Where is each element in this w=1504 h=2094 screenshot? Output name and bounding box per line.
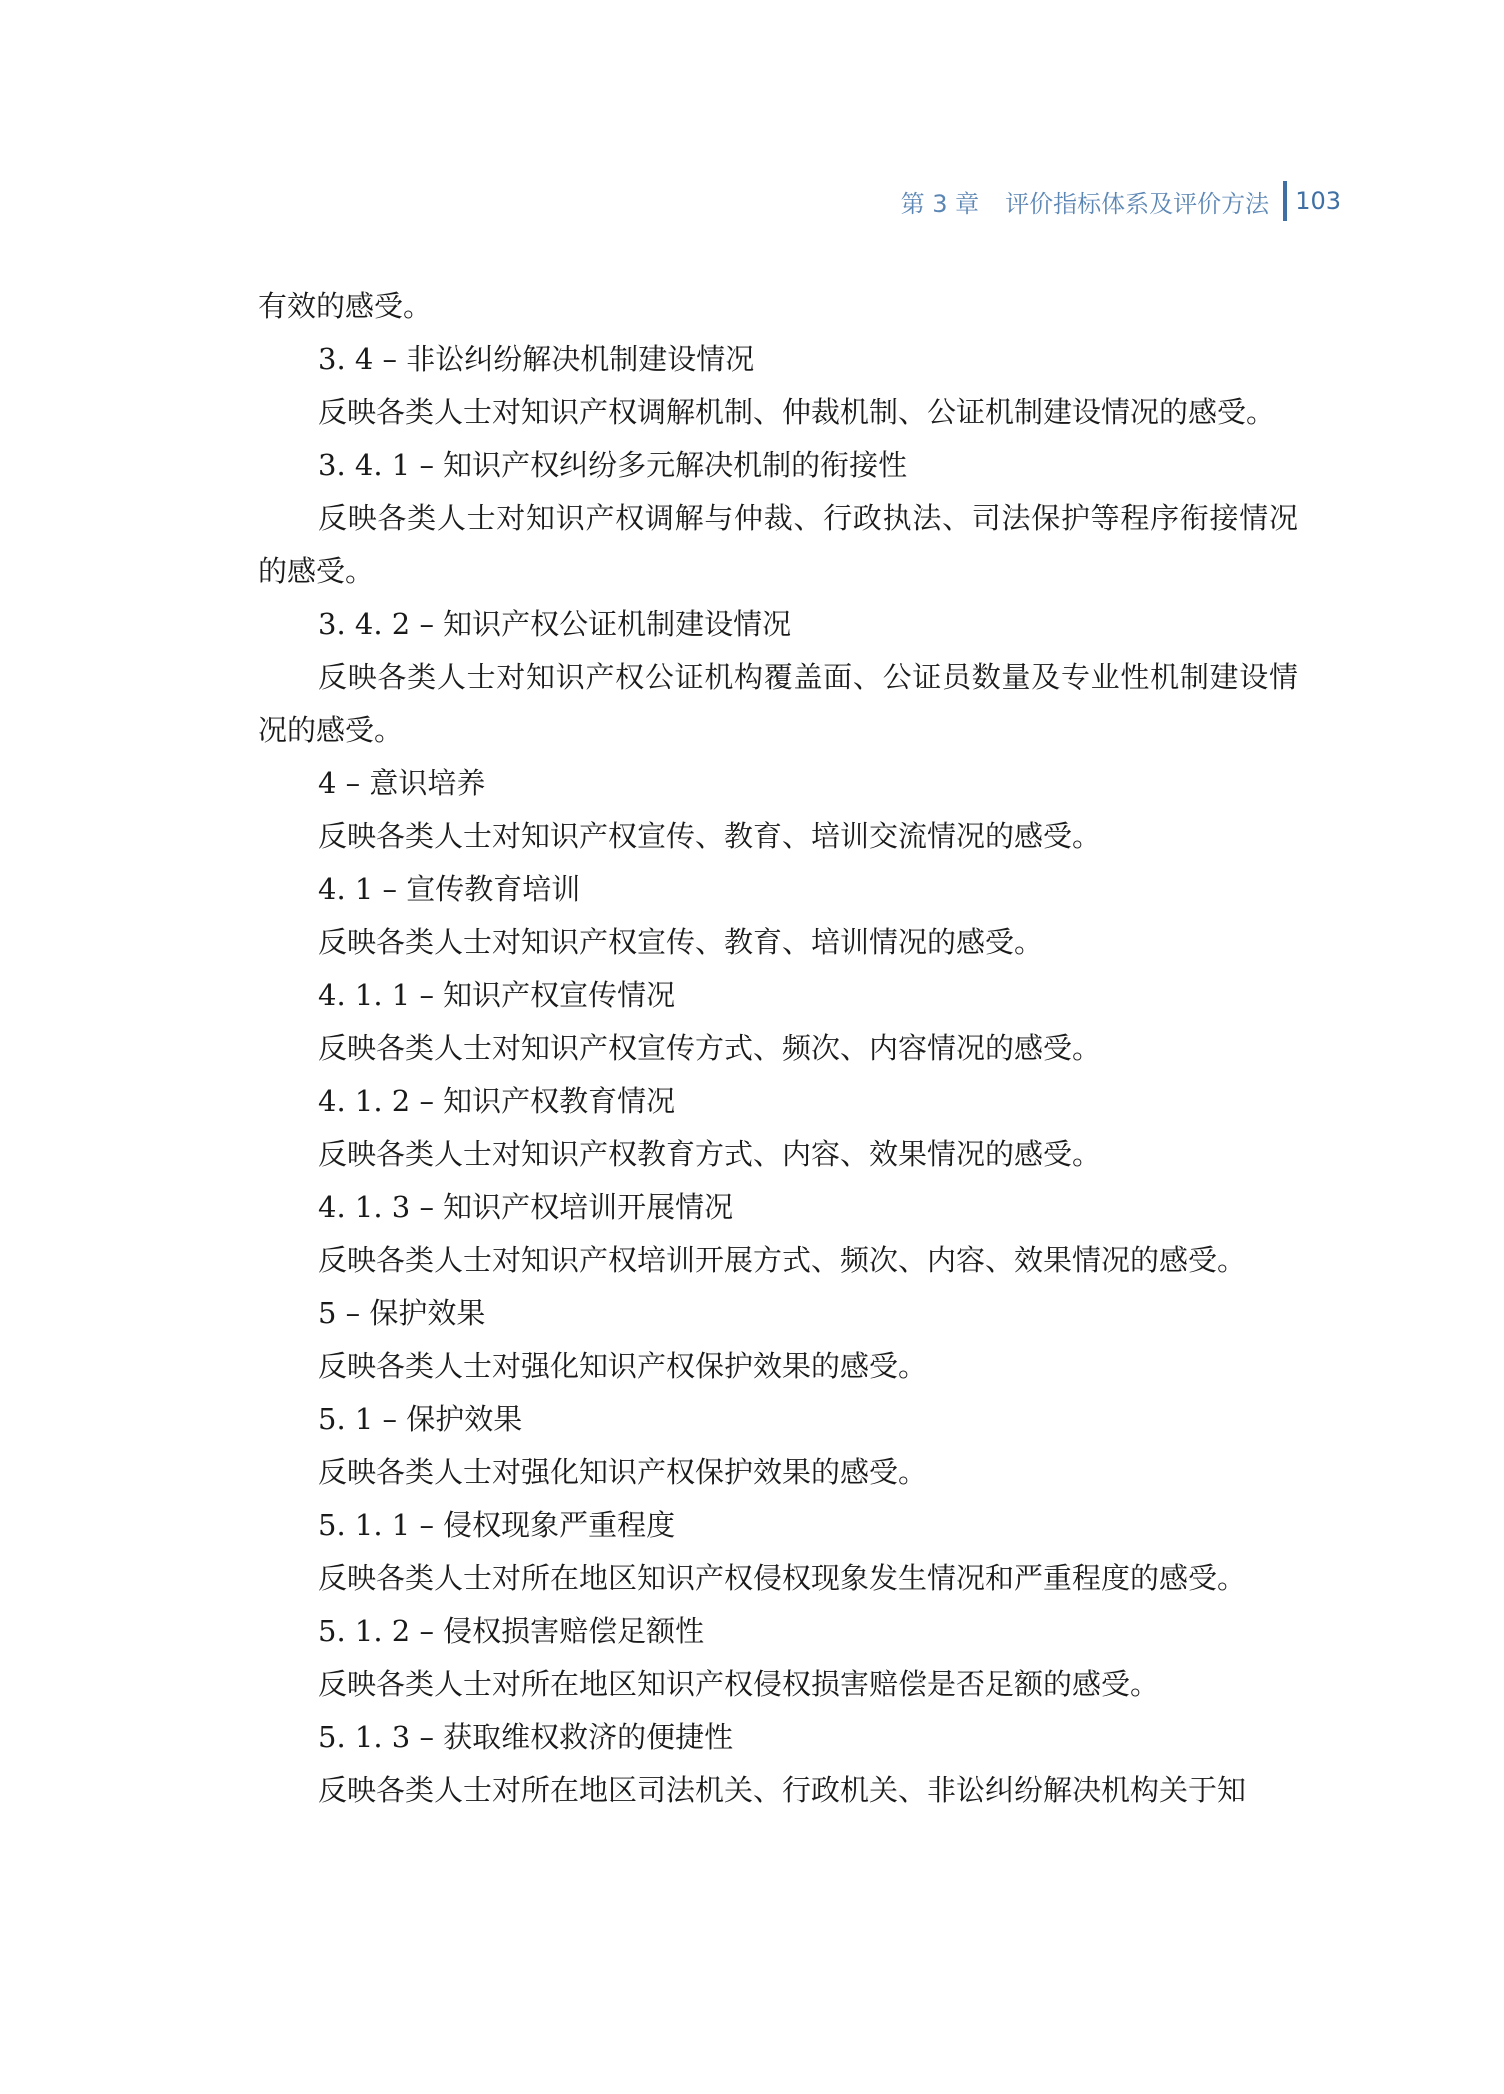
section-heading: 4. 1. 2 – 知识产权教育情况 [318,1084,676,1118]
paragraph: 反映各类人士对所在地区知识产权侵权损害赔偿是否足额的感受。 [318,1667,1160,1701]
section-heading: 5. 1. 3 – 获取维权救济的便捷性 [318,1720,734,1754]
body-text [258,280,1298,1817]
section-heading: 4. 1. 3 – 知识产权培训开展情况 [318,1190,734,1224]
paragraph: 有效的感受。 [258,289,433,323]
paragraph: 反映各类人士对知识产权培训开展方式、频次、内容、效果情况的感受。 [318,1243,1247,1277]
paragraph: 反映各类人士对所在地区知识产权侵权现象发生情况和严重程度的感受。 [318,1561,1247,1595]
paragraph: 反映各类人士对知识产权调解机制、仲裁机制、公证机制建设情况的感受。 [318,395,1276,429]
paragraph: 反映各类人士对知识产权教育方式、内容、效果情况的感受。 [318,1137,1102,1171]
section-heading: 4. 1 – 宣传教育培训 [318,872,581,906]
paragraph: 反映各类人士对强化知识产权保护效果的感受。 [318,1349,928,1383]
chapter-title: 评价指标体系及评价方法 [1005,189,1270,218]
paragraph: 反映各类人士对知识产权公证机构覆盖面、公证员数量及专业性机制建设情况的感受。 [258,660,1298,747]
page-number: 103 [1295,187,1341,215]
paragraph: 反映各类人士对强化知识产权保护效果的感受。 [318,1455,928,1489]
paragraph: 反映各类人士对所在地区司法机关、行政机关、非讼纠纷解决机构关于知 [318,1773,1247,1807]
section-heading: 4 – 意识培养 [318,766,486,800]
section-heading: 4. 1. 1 – 知识产权宣传情况 [318,978,676,1012]
paragraph: 反映各类人士对知识产权宣传、教育、培训情况的感受。 [318,925,1044,959]
running-header [901,183,1341,219]
paragraph: 反映各类人士对知识产权调解与仲裁、行政执法、司法保护等程序衔接情况的感受。 [258,501,1298,588]
section-heading: 5. 1 – 保护效果 [318,1402,523,1436]
section-heading: 5. 1. 2 – 侵权损害赔偿足额性 [318,1614,705,1648]
section-heading: 5 – 保护效果 [318,1296,486,1330]
section-heading: 5. 1. 1 – 侵权现象严重程度 [318,1508,676,1542]
header-divider [1283,181,1287,221]
chapter-label: 第 3 章 [900,189,980,218]
section-heading: 3. 4 – 非讼纠纷解决机制建设情况 [318,342,755,376]
paragraph: 反映各类人士对知识产权宣传方式、频次、内容情况的感受。 [318,1031,1102,1065]
section-heading: 3. 4. 2 – 知识产权公证机制建设情况 [318,607,792,641]
section-heading: 3. 4. 1 – 知识产权纠纷多元解决机制的衔接性 [318,448,908,482]
paragraph: 反映各类人士对知识产权宣传、教育、培训交流情况的感受。 [318,819,1102,853]
